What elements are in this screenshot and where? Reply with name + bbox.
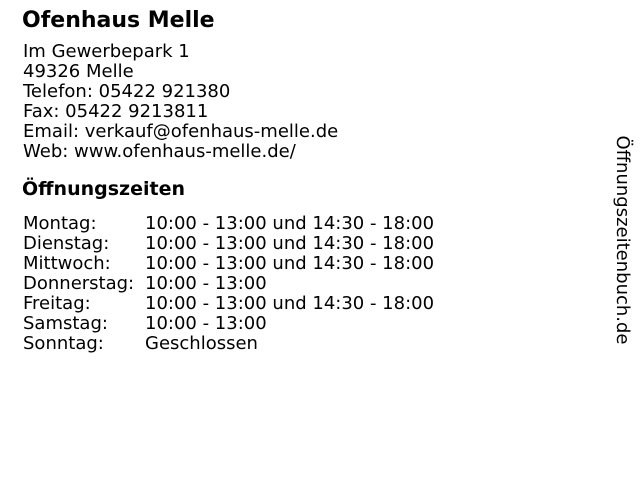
hours-row-friday [23, 294, 434, 314]
hours-row-sunday [23, 334, 434, 354]
contact-block [23, 42, 338, 162]
time-value: 10:00 - 13:00 und 14:30 - 18:00 [145, 253, 435, 274]
hours-row-thursday [23, 274, 434, 294]
time-value: 10:00 - 13:00 und 14:30 - 18:00 [145, 233, 435, 254]
time-value: 10:00 - 13:00 [145, 273, 267, 294]
day-label: Freitag: [23, 293, 91, 314]
time-value: 10:00 - 13:00 und 14:30 - 18:00 [145, 213, 435, 234]
opening-hours-heading: Öffnungszeiten [22, 178, 185, 200]
day-label: Mittwoch: [23, 253, 111, 274]
day-label: Montag: [23, 213, 97, 234]
phone-line: Telefon: 05422 921380 [23, 81, 231, 102]
day-label: Samstag: [23, 313, 108, 334]
watermark-site-name: Öffnungszeitenbuch.de [612, 135, 633, 345]
hours-row-tuesday [23, 234, 434, 254]
address-city: 49326 Melle [23, 61, 134, 82]
time-value: 10:00 - 13:00 und 14:30 - 18:00 [145, 293, 435, 314]
time-value: Geschlossen [145, 333, 258, 354]
web-line: Web: www.ofenhaus-melle.de/ [23, 141, 296, 162]
time-value: 10:00 - 13:00 [145, 313, 267, 334]
fax-line: Fax: 05422 9213811 [23, 101, 209, 122]
day-label: Donnerstag: [23, 273, 135, 294]
hours-row-monday [23, 214, 434, 234]
page-title: Ofenhaus Melle [22, 8, 215, 33]
day-label: Dienstag: [23, 233, 110, 254]
address-street: Im Gewerbepark 1 [23, 41, 190, 62]
hours-row-wednesday [23, 254, 434, 274]
day-label: Sonntag: [23, 333, 104, 354]
opening-hours-table [23, 214, 434, 354]
hours-row-saturday [23, 314, 434, 334]
email-line: Email: verkauf@ofenhaus-melle.de [23, 121, 339, 142]
